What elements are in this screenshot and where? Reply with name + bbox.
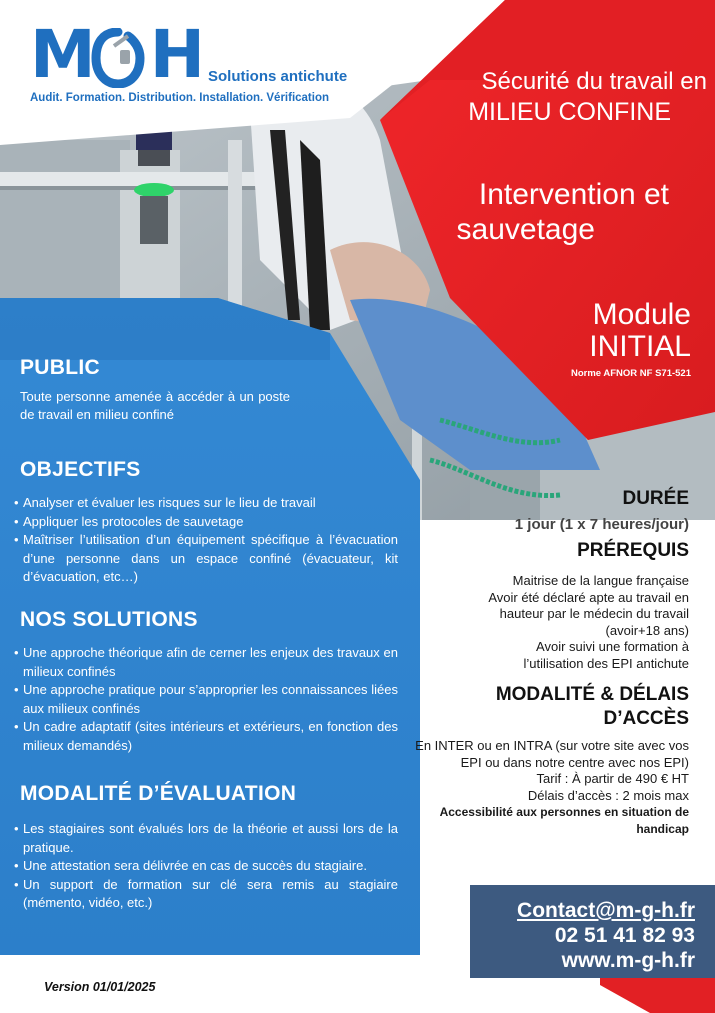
course-title-line2: MILIEU CONFINE xyxy=(468,98,671,126)
company-logo xyxy=(30,16,360,112)
contact-block xyxy=(495,898,695,973)
objectifs-list xyxy=(14,494,398,587)
duree-title: DURÉE xyxy=(622,488,689,509)
prerequis-list xyxy=(399,573,689,672)
list-item: • Analyser et évaluer les risques sur le lieu de travail xyxy=(14,494,398,513)
solutions-title: NOS SOLUTIONS xyxy=(20,608,198,631)
list-item: • Appliquer les protocoles de sauvetage xyxy=(14,513,398,532)
contact-email-link[interactable]: Contact@m-g-h.fr xyxy=(517,899,695,922)
duree-value: 1 jour (1 x 7 heures/jour) xyxy=(514,516,689,533)
modalite-list xyxy=(399,738,689,837)
list-item: • Une approche théorique afin de cerner les enjeux des travaux en milieux confinés xyxy=(14,644,398,681)
logo-letter-m: M xyxy=(30,16,94,93)
norme-label: Norme AFNOR NF S71-521 xyxy=(570,368,691,379)
evaluation-list xyxy=(14,820,398,913)
logo-letter-h: H xyxy=(149,16,203,93)
objectifs-title: OBJECTIFS xyxy=(20,458,141,481)
public-text: Toute personne amenée à accéder à un poste de travail en milieu confiné xyxy=(20,389,290,422)
logo-tagline: Audit. Formation. Distribution. Installation. Vérification xyxy=(30,92,330,104)
list-item: • Maîtriser l’utilisation d’un équipement spécifique à l’évacuation d’une personne dans un espace confiné (évacuateur, kit d’évacuation, etc…) xyxy=(14,531,398,587)
contact-website-link[interactable]: www.m-g-h.fr xyxy=(561,949,695,972)
course-title-line1: Sécurité du travail en xyxy=(481,68,707,95)
contact-phone[interactable]: 02 51 41 82 93 xyxy=(554,924,695,947)
course-subtitle-line1: Intervention et xyxy=(478,178,669,211)
list-item: • Une attestation sera délivrée en cas de succès du stagiaire. xyxy=(14,857,398,876)
list-item: • Un cadre adaptatif (sites intérieurs et extérieurs, en fonction des milieux demandés) xyxy=(14,718,398,755)
prerequis-line: Avoir été déclaré apte au travail en hauteur par le médecin du travail (avoir+18 ans) xyxy=(488,589,689,638)
logo-subtitle: Solutions antichute xyxy=(208,68,348,85)
list-item: • Une approche pratique pour s’approprier les connaissances liées aux milieux confinés xyxy=(14,681,398,718)
course-subtitle-line2: sauvetage xyxy=(456,213,595,246)
list-item: • Un support de formation sur clé sera remis au stagiaire (mémento, vidéo, etc.) xyxy=(14,876,398,913)
prerequis-line: Maitrise de la langue française xyxy=(512,573,689,588)
modalite-line: Délais d’accès : 2 mois max xyxy=(527,787,689,803)
prerequis-title: PRÉREQUIS xyxy=(577,540,689,561)
solutions-list xyxy=(14,644,398,755)
modalite-line: En INTER ou en INTRA (sur votre site avec vos EPI ou dans notre centre avec nos EPI) xyxy=(415,738,689,770)
version-label: Version 01/01/2025 xyxy=(44,980,156,994)
modalite-line: Tarif : À partir de 490 € HT xyxy=(536,771,689,786)
list-item: • Les stagiaires sont évalués lors de la théorie et aussi lors de la pratique. xyxy=(14,820,398,857)
modalite-title-line2: D’ACCÈS xyxy=(603,708,689,729)
modalite-title-line1: MODALITÉ & DÉLAIS xyxy=(495,684,689,705)
module-level: INITIAL xyxy=(589,330,691,363)
module-label: Module xyxy=(592,298,691,331)
accessibility-note: Accessibilité aux personnes en situation de handicap xyxy=(439,805,689,836)
prerequis-line: Avoir suivi une formation à l’utilisation des EPI antichute xyxy=(523,639,689,671)
evaluation-title: MODALITÉ D’ÉVALUATION xyxy=(20,782,297,805)
carabiner-icon xyxy=(90,28,146,88)
public-title: PUBLIC xyxy=(20,356,100,379)
